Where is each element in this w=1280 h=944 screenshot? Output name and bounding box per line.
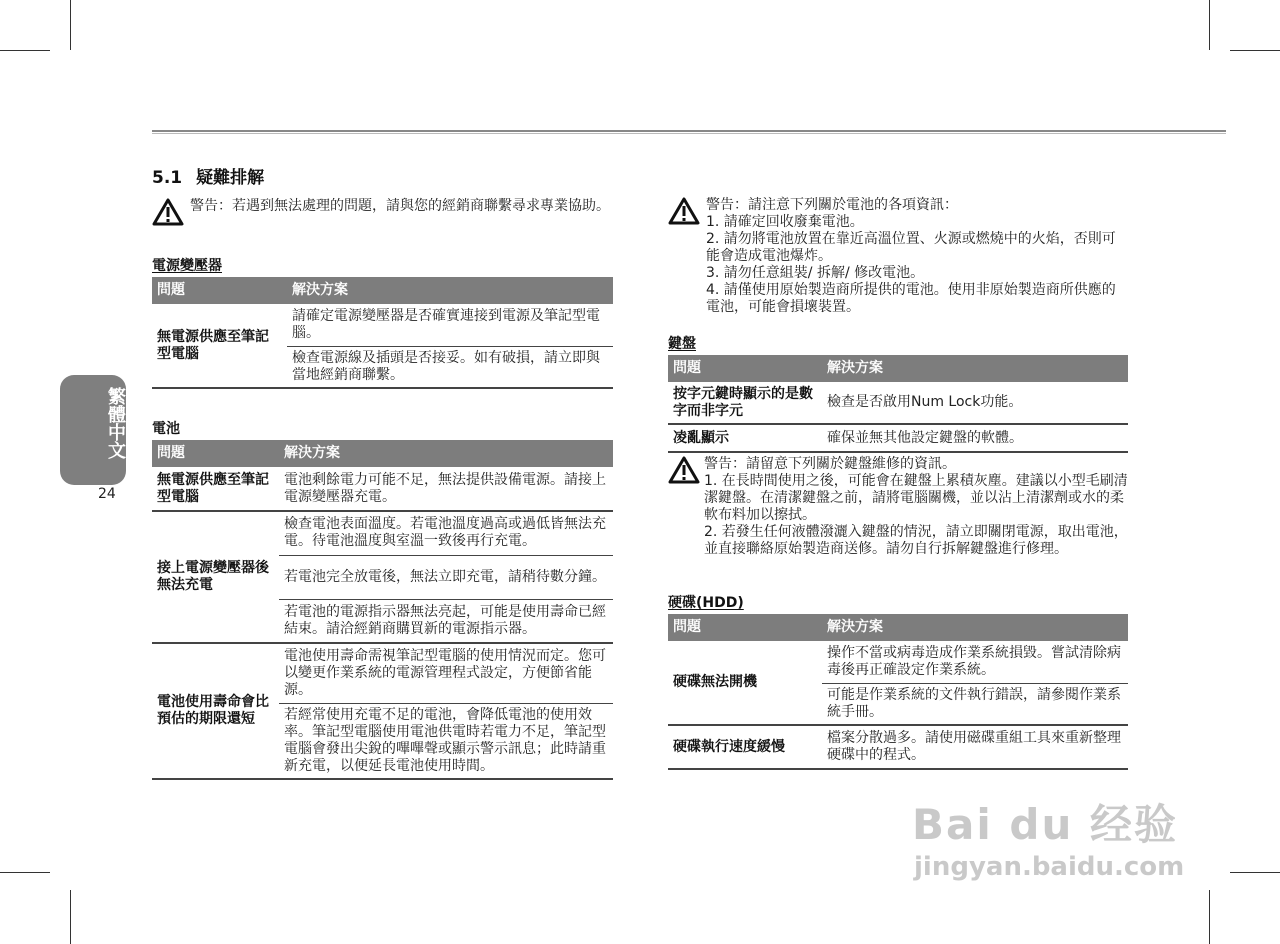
crop-mark: [1230, 872, 1280, 873]
solution-cell: 檔案分散過多。請使用磁碟重組工具來重新整理硬碟中的程式。: [822, 725, 1128, 769]
solution-cell: 確保並無其他設定鍵盤的軟體。: [822, 424, 1128, 452]
left-warning-text: 警告：若遇到無法處理的問題，請與您的經銷商聯繫尋求專業協助。: [190, 198, 610, 214]
keyboard-heading: 鍵盤: [668, 336, 696, 352]
table-header: 問題: [152, 277, 287, 304]
solution-cell: 電池剩餘電力可能不足，無法提供設備電源。請接上電源變壓器充電。: [284, 471, 606, 505]
solution-cell: 檢查電池表面溫度。若電池溫度過高或過低皆無法充電。待電池溫度與室溫一致後再行充電。: [279, 511, 613, 555]
keyboard-table: [668, 355, 1128, 453]
problem-cell: 接上電源變壓器後無法充電: [152, 511, 279, 643]
hdd-table: [668, 614, 1128, 770]
list-item: 4. 請僅使用原始製造商所提供的電池。使用非原始製造商所供應的電池，可能會損壞裝置。: [706, 282, 1116, 315]
list-item: 2. 請勿將電池放置在靠近高溫位置、火源或燃燒中的火焰，否則可能會造成電池爆炸。: [706, 231, 1116, 264]
page-number: 24: [98, 486, 116, 502]
warning-icon: [152, 198, 184, 226]
section-heading: 疑難排解: [196, 168, 265, 188]
table-row: [668, 725, 1128, 769]
problem-cell: 凌亂顯示: [668, 424, 822, 452]
crop-mark: [1209, 890, 1210, 944]
solution-cell: 若電池的電源指示器無法亮起，可能是使用壽命已經結束。請洽經銷商購買新的電源指示器。: [279, 599, 613, 643]
battery-warning-title: 警告：請注意下列關於電池的各項資訊：: [706, 197, 958, 213]
solution-cell: 可能是作業系統的文件執行錯誤，請參閱作業系統手冊。: [822, 683, 1128, 725]
crop-mark: [1230, 50, 1280, 51]
list-item: 2. 若發生任何液體潑灑入鍵盤的情況，請立即關閉電源，取出電池，並直接聯絡原始製造商送修。請勿自行拆解鍵盤進行修理。: [704, 524, 1128, 557]
warning-icon: [668, 456, 700, 484]
table-row: [668, 424, 1128, 452]
power-adapter-heading: 電源變壓器: [152, 258, 222, 274]
watermark-url: jingyan.baidu.com: [914, 852, 1185, 882]
crop-mark: [0, 50, 50, 51]
problem-cell: 電池使用壽命會比預估的期限還短: [152, 643, 279, 779]
battery-warning-list: [706, 214, 1128, 316]
keyboard-warning-list: [704, 473, 1128, 558]
table-row: [668, 382, 1128, 424]
keyboard-warning: [668, 456, 1128, 576]
problem-cell: 按字元鍵時顯示的是數字而非字元: [673, 385, 813, 419]
table-row: [152, 467, 613, 511]
problem-cell: 硬碟無法開機: [673, 674, 757, 690]
section-title: [152, 163, 264, 188]
left-warning: [152, 198, 612, 238]
solution-cell: 電池使用壽命需視筆記型電腦的使用情況而定。您可以變更作業系統的電源管理程式設定，方便節省能源。: [279, 643, 613, 703]
battery-heading: 電池: [152, 421, 180, 437]
list-item: 1. 請確定回收廢棄電池。: [706, 214, 864, 230]
solution-cell: 若經常使用充電不足的電池，會降低電池的使用效率。筆記型電腦使用電池供電時若電力不足，筆記型電腦會發出尖銳的嗶嗶聲或顯示警示訊息；此時請重新充電，以便延長電池使用時間。: [279, 703, 613, 779]
table-header: 解決方案: [822, 355, 1128, 382]
table-header: 問題: [668, 355, 822, 382]
table-header: 解決方案: [279, 440, 613, 467]
warning-icon: [668, 197, 700, 225]
table-row: [668, 641, 1128, 683]
watermark-logo: Bai du 经验: [912, 800, 1178, 849]
crop-mark: [1209, 0, 1210, 50]
solution-cell: 檢查電源線及插頭是否接妥。如有破損，請立即與當地經銷商聯繫。: [287, 346, 613, 388]
language-side-tab: [60, 375, 126, 485]
header-rule: [152, 130, 1226, 134]
table-header: 問題: [152, 440, 279, 467]
table-header: 問題: [668, 614, 822, 641]
solution-cell: 檢查是否啟用Num Lock功能。: [827, 394, 1023, 410]
table-row: [152, 511, 613, 555]
hdd-heading: 硬碟(HDD): [668, 595, 744, 611]
list-item: 3. 請勿任意組裝/ 拆解/ 修改電池。: [706, 265, 925, 281]
table-row: [152, 304, 613, 346]
list-item: 1. 在長時間使用之後，可能會在鍵盤上累積灰塵。建議以小型毛刷清潔鍵盤。在清潔鍵盤之前，請將電腦關機，並以沾上清潔劑或水的柔軟布料加以擦拭。: [704, 473, 1128, 523]
keyboard-warning-title: 警告：請留意下列關於鍵盤維修的資訊。: [704, 456, 956, 472]
table-header: 解決方案: [822, 614, 1128, 641]
table-header: 解決方案: [287, 277, 613, 304]
table-row: [152, 643, 613, 703]
solution-cell: 若電池完全放電後，無法立即充電，請稍待數分鐘。: [279, 555, 613, 599]
side-tab-label: 繁體中文: [105, 387, 126, 459]
problem-cell: 無電源供應至筆記型電腦: [157, 328, 269, 362]
power-adapter-table: [152, 277, 613, 389]
crop-mark: [70, 890, 71, 944]
problem-cell: 無電源供應至筆記型電腦: [157, 471, 269, 505]
crop-mark: [0, 872, 50, 873]
problem-cell: 硬碟執行速度緩慢: [668, 725, 822, 769]
solution-cell: 操作不當或病毒造成作業系統損毀。嘗試清除病毒後再正確設定作業系統。: [827, 644, 1121, 678]
battery-table: [152, 440, 613, 780]
battery-warning: [668, 197, 1128, 319]
section-number: 5.1: [152, 168, 183, 188]
crop-mark: [70, 0, 71, 50]
solution-cell: 請確定電源變壓器是否確實連接到電源及筆記型電腦。: [292, 307, 600, 341]
